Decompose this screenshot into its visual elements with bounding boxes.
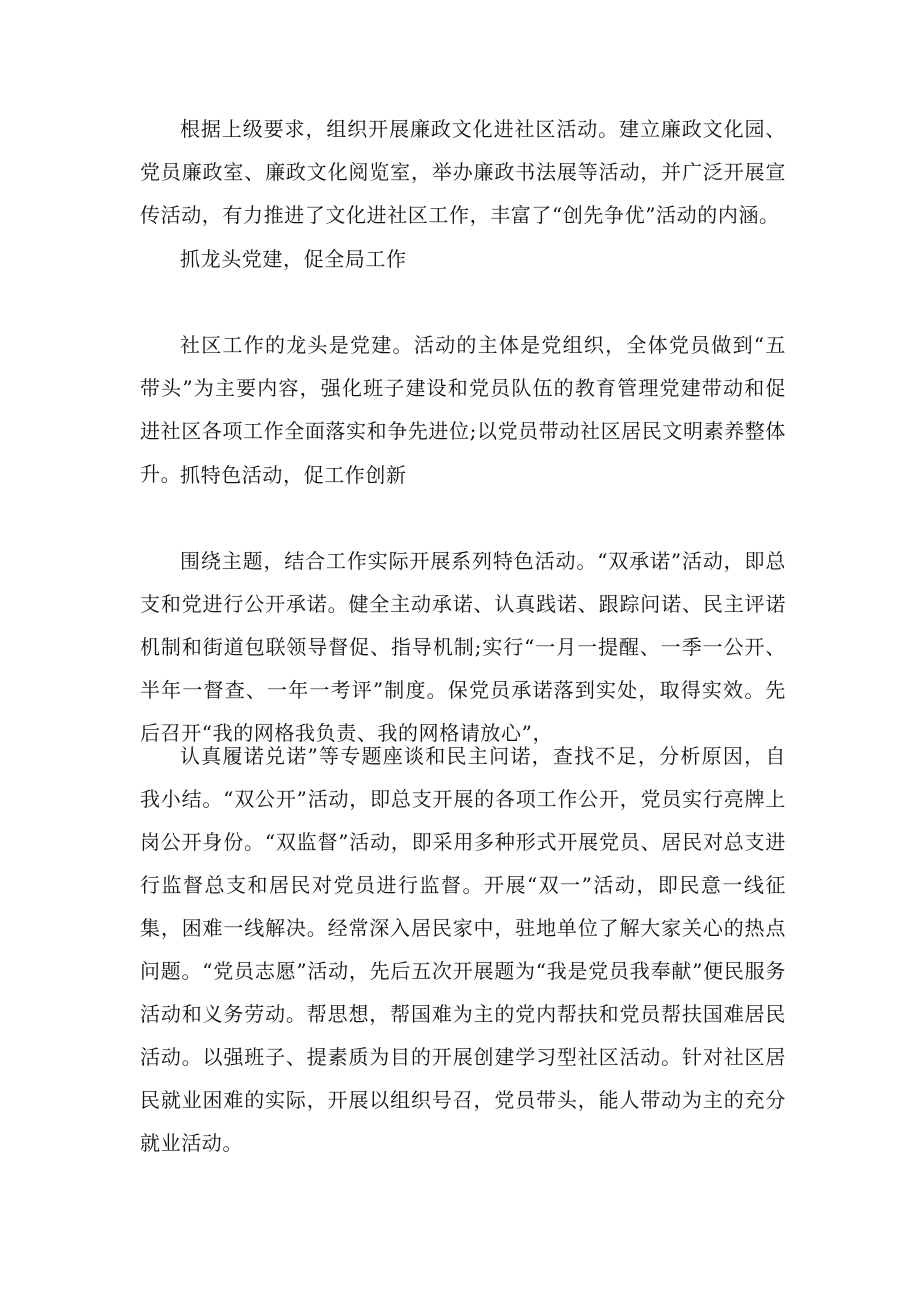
section-heading-1: 抓龙头党建，促全局工作 <box>180 247 407 271</box>
paragraph-4: 认真履诺兑诺”等专题座谈和民主问诺，查找不足，分析原因，自我小结。“双公开”活动，即总支开展的各项工作公开，党员实行亮牌上岗公开身份。“双监督”活动，即采用多种形式开展党员、居民对总支进行监督总支和居民对党员进行监督。开展“双一”活动，即民意一线征集，困难一线解决。经常深入居民家中，驻地单位了解大家关心的热点问题。“党员志愿”活动，先后五次开展题为“我是党员我奉献”便民服务活动和义务劳动。帮思想，帮国难为主的党内帮扶和党员帮扶国难居民活动。以强班子、提素质为目的开展创建学习型社区活动。针对社区居民就业困难的实际，开展以组织号召，党员带头，能人带动为主的充分就业活动。 <box>140 744 786 1155</box>
section-heading-2: 抓特色活动，促工作创新 <box>180 463 407 487</box>
paragraph-1: 根据上级要求，组织开展廉政文化进社区活动。建立廉政文化园、党员廉政室、廉政文化阅览室，举办廉政书法展等活动，并广泛开展宣传活动，有力推进了文化进社区工作，丰富了“创先争优”活动的内涵。 <box>140 117 786 227</box>
paragraph-2: 社区工作的龙头是党建。活动的主体是党组织，全体党员做到“五带头”为主要内容，强化班子建设和党员队伍的教育管理党建带动和促进社区各项工作全面落实和争先进位;以党员带动社区居民文明素养整体升。 <box>140 333 786 486</box>
paragraph-3: 围绕主题，结合工作实际开展系列特色活动。“双承诺”活动，即总支和党进行公开承诺。健全主动承诺、认真践诺、跟踪问诺、民主评诺机制和街道包联领导督促、指导机制;实行“一月一提醒、一季一公开、半年一督查、一年一考评”制度。保党员承诺落到实处，取得实效。先后召开“我的网格我负责、我的网格请放心”， <box>140 549 786 745</box>
